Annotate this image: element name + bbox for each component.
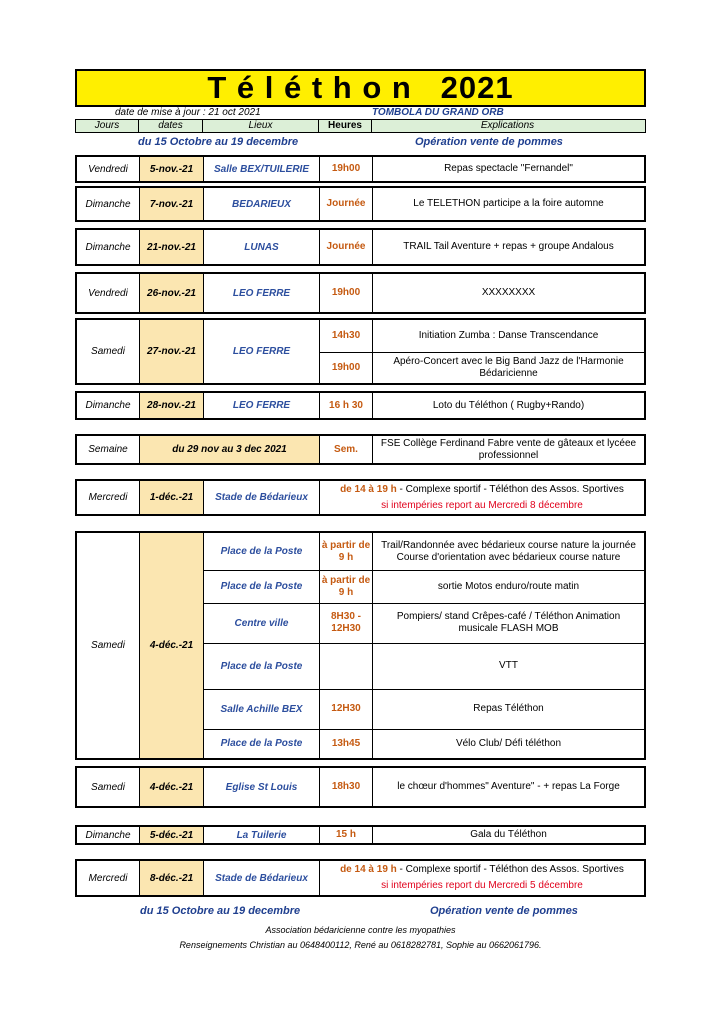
- event-description: TRAIL Tail Aventure + repas + groupe Andalous: [403, 241, 614, 252]
- event-description: Repas spectacle "Fernandel": [444, 163, 573, 174]
- event-description: Trail/Randonnée avec bédarieux course nature la journée Course d'orientation avec bédarieux course nature: [381, 539, 636, 563]
- event-date: 5-nov.-21: [140, 157, 204, 181]
- event-location: Stade de Bédarieux: [204, 861, 320, 895]
- event-time: [320, 643, 373, 689]
- event-description: Vélo Club/ Défi téléthon: [455, 737, 562, 749]
- event-time: 8H30 - 12H30: [320, 603, 373, 643]
- event-description: Apéro-Concert avec le Big Band Jazz de l'Harmonie Bédaricienne: [393, 355, 624, 379]
- weather-note: si intempéries report au Mercredi 8 décembre: [381, 499, 583, 511]
- header-explications: Explications: [480, 120, 535, 131]
- event-row: [75, 186, 646, 222]
- event-day: Samedi: [77, 320, 140, 383]
- event-location: Salle BEX/TUILERIE: [204, 157, 320, 181]
- event-day: Samedi: [77, 768, 140, 806]
- header-jours: Jours: [76, 120, 139, 132]
- event-location: Stade de Bédarieux: [204, 481, 320, 514]
- event-date: 1-déc.-21: [140, 481, 204, 514]
- event-description: FSE Collège Ferdinand Fabre vente de gâteaux et lycéee professionnel: [380, 437, 637, 461]
- event-row: [75, 766, 646, 808]
- page-title: T é l é t h o n 2021: [75, 69, 646, 107]
- event-date: du 29 nov au 3 dec 2021: [140, 436, 320, 463]
- event-time: de 14 à 19 h: [340, 864, 397, 875]
- event-time: 19h00: [320, 352, 373, 383]
- event-text: - Complexe sportif - Téléthon des Assos. Sportives: [396, 864, 624, 875]
- event-time: 12H30: [320, 689, 373, 729]
- event-time: Journée: [320, 230, 373, 264]
- footer-association: Association bédaricienne contre les myopathies: [265, 925, 456, 935]
- event-date: 8-déc.-21: [140, 861, 204, 895]
- event-date: 27-nov.-21: [140, 320, 204, 383]
- event-description: [320, 481, 644, 514]
- event-row: [75, 434, 646, 465]
- event-date: 26-nov.-21: [140, 274, 204, 312]
- event-description: XXXXXXXX: [481, 287, 536, 298]
- event-row: [75, 531, 646, 760]
- event-location: Place de la Poste: [204, 533, 320, 570]
- event-time: 19h00: [320, 157, 373, 181]
- event-location: LEO FERRE: [204, 274, 320, 312]
- event-time: Journée: [320, 188, 373, 220]
- event-location: Place de la Poste: [204, 729, 320, 758]
- event-day: Dimanche: [77, 827, 140, 843]
- event-text: - Complexe sportif - Téléthon des Assos. Sportives: [396, 483, 624, 495]
- event-location: Place de la Poste: [204, 570, 320, 603]
- event-description: [320, 861, 644, 895]
- event-date: 4-déc.-21: [140, 533, 204, 758]
- event-time: 16 h 30: [320, 393, 373, 418]
- event-location: Place de la Poste: [204, 643, 320, 689]
- event-location: LUNAS: [204, 230, 320, 264]
- event-row: [75, 391, 646, 420]
- event-location: BEDARIEUX: [204, 188, 320, 220]
- event-day: Mercredi: [77, 481, 140, 514]
- event-description: Gala du Téléthon: [470, 829, 547, 840]
- footer-operation: Opération vente de pommes: [430, 905, 578, 917]
- event-day: Mercredi: [77, 861, 140, 895]
- period-range: du 15 Octobre au 19 decembre: [138, 136, 299, 148]
- event-time: Sem.: [320, 436, 373, 463]
- event-day: Samedi: [77, 533, 140, 758]
- event-description: VTT: [499, 660, 518, 671]
- event-row: [75, 318, 646, 385]
- event-time: 19h00: [320, 274, 373, 312]
- event-description: Repas Téléthon: [473, 703, 544, 714]
- event-row: [75, 859, 646, 897]
- footer-contacts: Renseignements Christian au 0648400112, René au 0618282781, Sophie au 0662061796.: [179, 940, 542, 950]
- header-heures: Heures: [319, 120, 372, 132]
- table-header: [75, 119, 646, 133]
- event-time: à partir de 9 h: [320, 533, 373, 570]
- event-location: Eglise St Louis: [204, 768, 320, 806]
- event-description: Initiation Zumba : Danse Transcendance: [418, 330, 599, 341]
- event-row: [75, 825, 646, 845]
- event-day: Dimanche: [77, 188, 140, 220]
- event-location: Salle Achille BEX: [204, 689, 320, 729]
- event-time: 14h30: [320, 320, 373, 352]
- event-day: Dimanche: [77, 393, 140, 418]
- event-day: Dimanche: [77, 230, 140, 264]
- header-lieux: Lieux: [203, 120, 319, 132]
- event-description: sortie Motos enduro/route matin: [437, 580, 580, 592]
- event-time: 18h30: [320, 768, 373, 806]
- event-description: Pompiers/ stand Crêpes-café / Téléthon Animation musicale FLASH MOB: [396, 611, 621, 634]
- event-row: [75, 155, 646, 183]
- event-location: LEO FERRE: [204, 393, 320, 418]
- event-time: 15 h: [320, 827, 373, 843]
- event-row: [75, 479, 646, 516]
- update-date: date de mise à jour : 21 oct 2021: [115, 107, 261, 118]
- event-time: à partir de 9 h: [320, 570, 373, 603]
- event-row: [75, 272, 646, 314]
- event-location: Centre ville: [204, 603, 320, 643]
- event-date: 4-déc.-21: [140, 768, 204, 806]
- event-date: 28-nov.-21: [140, 393, 204, 418]
- event-time: de 14 à 19 h: [340, 483, 397, 495]
- weather-note: si intempéries report du Mercredi 5 décembre: [381, 880, 583, 891]
- event-day: Vendredi: [77, 274, 140, 312]
- tombola-label: TOMBOLA DU GRAND ORB: [372, 107, 504, 118]
- event-description: Loto du Téléthon ( Rugby+Rando): [432, 399, 585, 411]
- event-description: Le TELETHON participe a la foire automne: [413, 198, 604, 209]
- event-location: La Tuilerie: [204, 827, 320, 843]
- event-day: Semaine: [77, 436, 140, 463]
- event-date: 21-nov.-21: [140, 230, 204, 264]
- footer-range: du 15 Octobre au 19 decembre: [140, 905, 301, 917]
- event-date: 5-déc.-21: [140, 827, 204, 843]
- event-location: LEO FERRE: [204, 320, 320, 383]
- event-time: 13h45: [320, 729, 373, 758]
- period-operation: Opération vente de pommes: [415, 136, 563, 148]
- event-row: [75, 228, 646, 266]
- event-date: 7-nov.-21: [140, 188, 204, 220]
- header-dates: dates: [139, 120, 203, 132]
- event-day: Vendredi: [77, 157, 140, 181]
- event-description: le chœur d'hommes" Aventure" - + repas La Forge: [397, 781, 620, 792]
